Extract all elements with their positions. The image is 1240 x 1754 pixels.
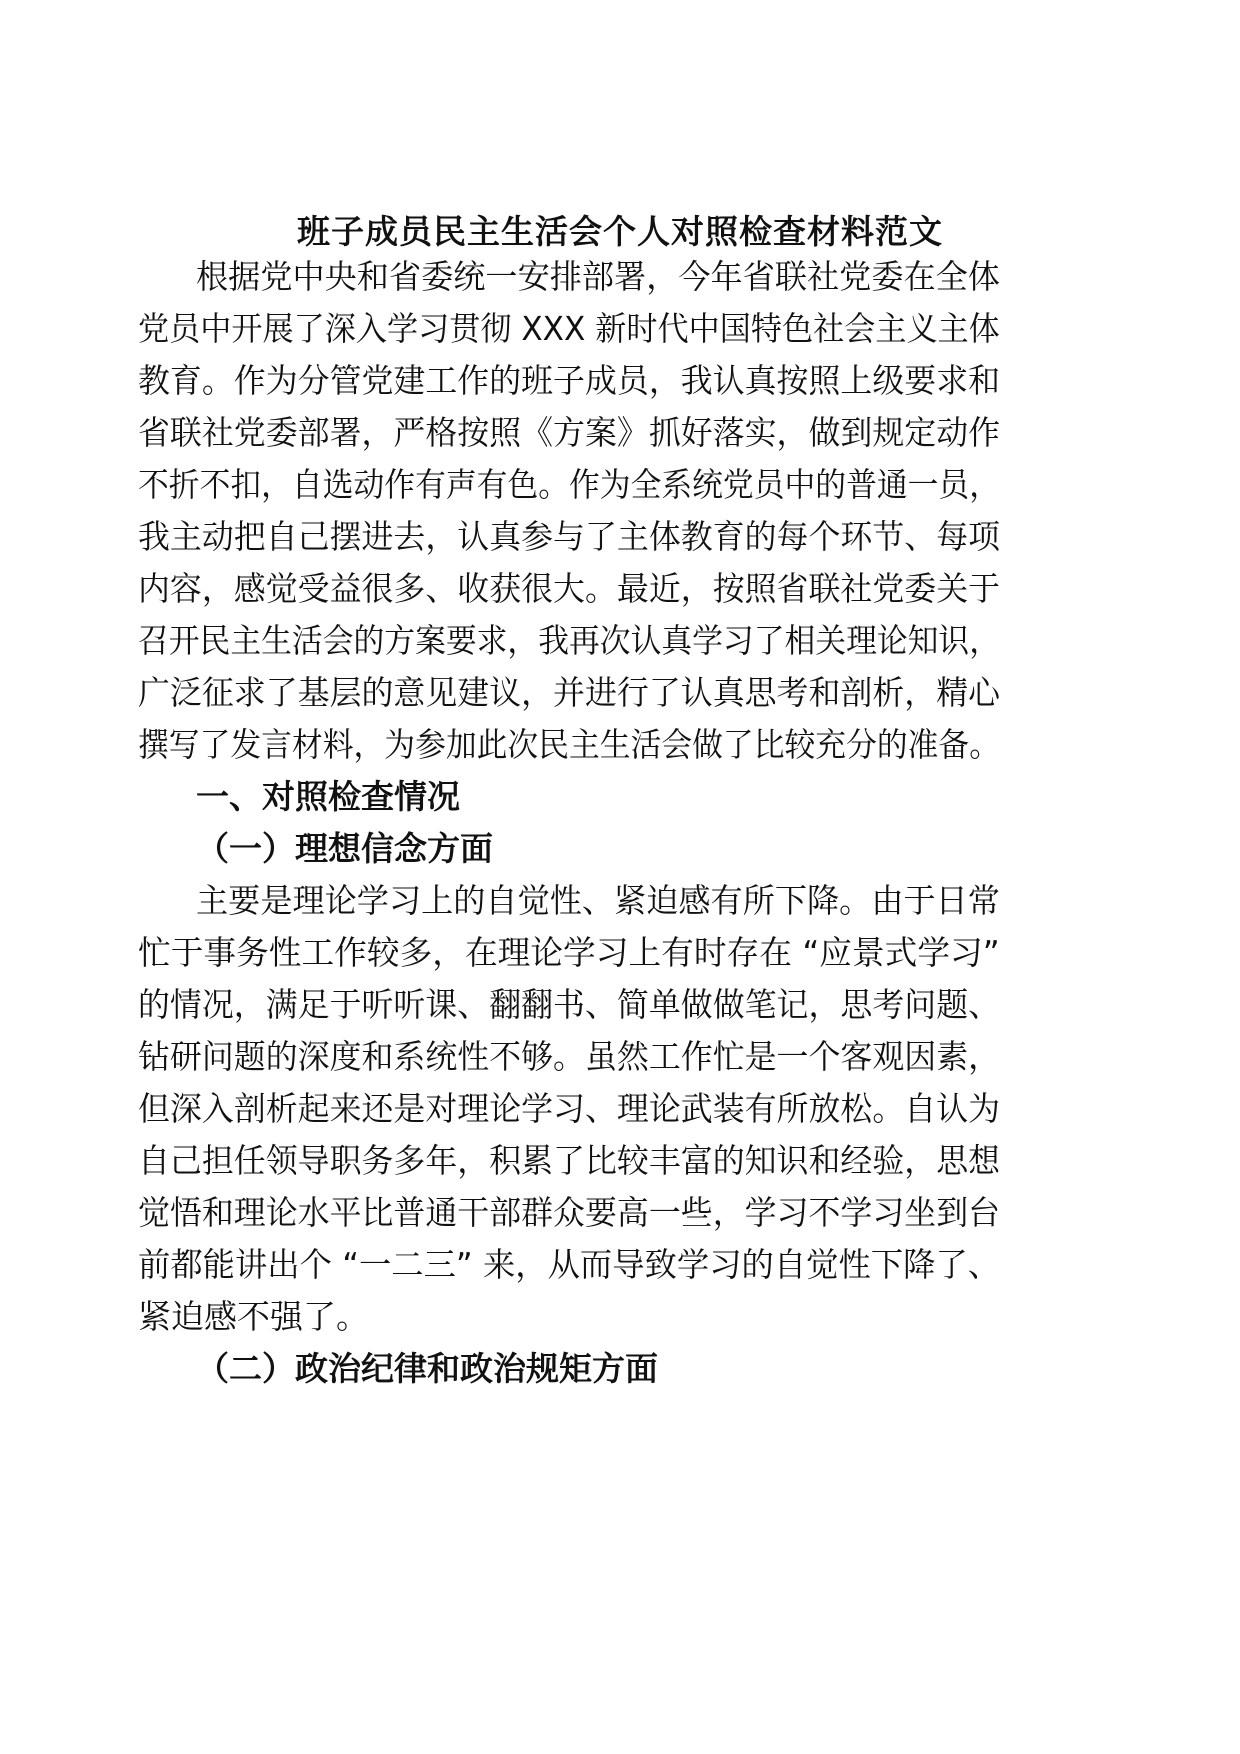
document-title: 班子成员民主生活会个人对照检查材料范文 — [297, 212, 943, 251]
sub1-line-7: 觉悟和理论水平比普通干部群众要高一些，学习不学习坐到台 — [138, 1193, 1001, 1232]
intro-line-9: 广泛征求了基层的意见建议，并进行了认真思考和剖析，精心 — [138, 673, 1001, 712]
sub1-line-6: 自己担任领导职务多年，积累了比较丰富的知识和经验，思想 — [138, 1141, 1001, 1180]
sub1-line-4: 钻研问题的深度和系统性不够。虽然工作忙是一个客观因素， — [138, 1037, 1001, 1076]
intro-line-7: 内容，感觉受益很多、收获很大。最近，按照省联社党委关于 — [138, 569, 1001, 608]
intro-line-6: 我主动把自己摆进去，认真参与了主体教育的每个环节、每项 — [138, 517, 1001, 556]
sub1-line-3: 的情况，满足于听听课、翻翻书、简单做做笔记，思考问题、 — [138, 985, 1001, 1024]
sub1-line-9: 紧迫感不强了。 — [138, 1297, 369, 1336]
intro-line-10: 撰写了发言材料，为参加此次民主生活会做了比较充分的准备。 — [138, 725, 1000, 764]
sub1-line-8: 前都能讲出个 “一二三” 来，从而导致学习的自觉性下降了、 — [138, 1245, 1001, 1284]
intro-line-5: 不折不扣，自选动作有声有色。作为全系统党员中的普通一员， — [138, 465, 1000, 504]
intro-line-8: 召开民主生活会的方案要求，我再次认真学习了相关理论知识， — [138, 621, 1000, 660]
sub1-line-1: 主要是理论学习上的自觉性、紧迫感有所下降。由于日常 — [196, 881, 1000, 920]
intro-line-4: 省联社党委部署，严格按照《方案》抓好落实，做到规定动作 — [138, 413, 1001, 452]
subsection-heading-1: （一）理想信念方面 — [196, 829, 493, 868]
subsection-heading-2: （二）政治纪律和政治规矩方面 — [196, 1349, 658, 1388]
intro-line-3: 教育。作为分管党建工作的班子成员，我认真按照上级要求和 — [138, 361, 1001, 400]
section-heading-1: 一、对照检查情况 — [196, 777, 460, 816]
sub1-line-2: 忙于事务性工作较多，在理论学习上有时存在 “应景式学习” — [138, 933, 1000, 972]
intro-line-2: 党员中开展了深入学习贯彻 XXX 新时代中国特色社会主义主体 — [138, 309, 1000, 348]
sub1-line-5: 但深入剖析起来还是对理论学习、理论武装有所放松。自认为 — [138, 1089, 1001, 1128]
intro-line-1: 根据党中央和省委统一安排部署，今年省联社党委在全体 — [196, 257, 1000, 296]
